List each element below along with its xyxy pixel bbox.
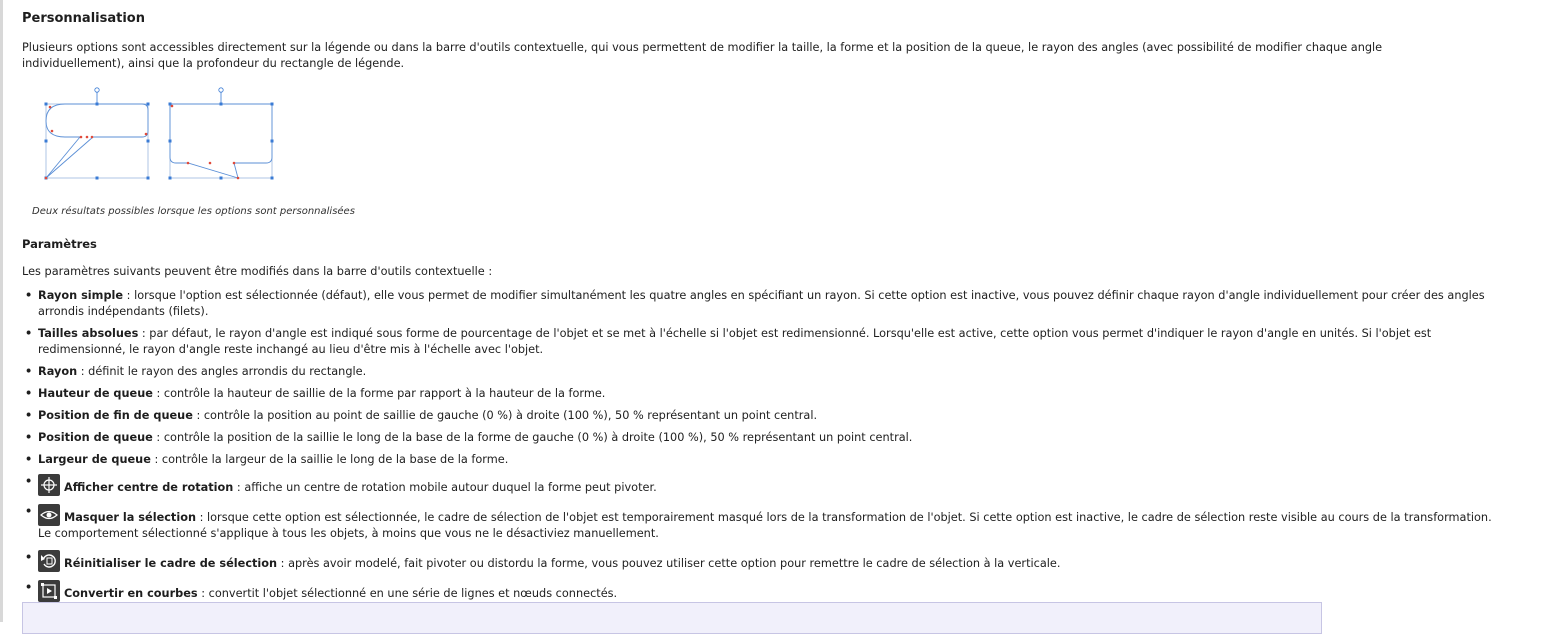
reset-rotate-icon [38, 550, 60, 572]
param-term: Position de fin de queue [38, 409, 193, 422]
param-term: Hauteur de queue [38, 387, 153, 400]
param-desc: : définit le rayon des angles arrondis du rectangle. [77, 365, 367, 378]
section-title: Personnalisation [22, 11, 145, 26]
param-term: Tailles absolues [38, 327, 139, 340]
param-desc: : contrôle la position de la saillie le long de la base de la forme de gauche (0 %) à droite (100 %), 50 % représentant un point central. [152, 431, 913, 444]
param-desc: : contrôle la hauteur de saillie de la forme par rapport à la hauteur de la forme. [152, 387, 606, 400]
list-item [22, 364, 1502, 380]
param-desc: : contrôle la position au point de saillie de gauche (0 %) à droite (100 %), 50 % représentant un point central. [192, 409, 818, 422]
param-term: Afficher centre de rotation [64, 481, 234, 494]
param-desc: : contrôle la largeur de la saillie le long de la base de la forme. [150, 453, 509, 466]
param-desc: : lorsque cette option est sélectionnée, le cadre de sélection de l'objet est temporairement masqué lors de la transformation de l'objet. Si cette option est inactive, le cadre de sélection reste visible au cours de la transformation. Le comportement sélectionné s'applique à tous les objets, à moins que vous ne le désactiviez manuellement. [38, 511, 1492, 540]
list-item [22, 326, 1502, 358]
list-item [22, 550, 1502, 572]
params-heading: Paramètres [22, 237, 97, 251]
crosshair-icon [38, 474, 60, 496]
param-term: Réinitialiser le cadre de sélection [64, 557, 278, 570]
list-item [22, 408, 1502, 424]
callout-example-1 [45, 88, 150, 180]
param-term: Masquer la sélection [64, 511, 197, 524]
param-desc: : après avoir modelé, fait pivoter ou distordu la forme, vous pouvez utiliser cette option pour remettre le cadre de sélection à la verticale. [277, 557, 1061, 570]
param-term: Position de queue [38, 431, 153, 444]
list-item [22, 288, 1502, 320]
note-box [22, 602, 1322, 634]
eye-icon [38, 504, 60, 526]
param-desc: : affiche un centre de rotation mobile autour duquel la forme peut pivoter. [233, 481, 657, 494]
list-item [22, 452, 1502, 468]
param-term: Rayon [38, 365, 78, 378]
params-lead: Les paramètres suivants peuvent être modifiés dans la barre d'outils contextuelle : [22, 265, 493, 278]
intro-paragraph: Plusieurs options sont accessibles directement sur la légende ou dans la barre d'outils contextuelle, qui vous permettent de modifier la taille, la forme et la position de la queue, le rayon des angles (avec possibilité de modifier chaque angle individuellement), ainsi que la profondeur du rectangle de légende. [22, 41, 1383, 70]
param-term: Rayon simple [38, 289, 124, 302]
list-item [22, 386, 1502, 402]
list-item [22, 504, 1502, 542]
figure-caption: Deux résultats possibles lorsque les options sont personnalisées [32, 206, 355, 217]
list-item [22, 474, 1502, 496]
list-item [22, 430, 1502, 446]
params-list [22, 288, 1502, 602]
convert-curves-icon [38, 580, 60, 602]
param-desc: : lorsque l'option est sélectionnée (défaut), elle vous permet de modifier simultanément les quatre angles en spécifiant un rayon. Si cette option est inactive, vous pouvez définir chaque rayon d'angle individuellement pour créer des angles arrondis indépendants (filets). [38, 289, 1485, 318]
callout-example-2 [169, 88, 274, 180]
callout-figure [38, 85, 278, 185]
list-item [22, 580, 1502, 602]
param-desc: : convertit l'objet sélectionné en une série de lignes et nœuds connectés. [197, 587, 618, 600]
param-term: Convertir en courbes [64, 587, 198, 600]
param-term: Largeur de queue [38, 453, 151, 466]
param-desc: : par défaut, le rayon d'angle est indiqué sous forme de pourcentage de l'objet et se met à l'échelle si l'objet est redimensionné. Lorsqu'elle est active, cette option vous permet d'indiquer le rayon d'angle en unités. Si l'objet est redimensionné, le rayon d'angle reste inchangé au lieu d'être mis à l'échelle avec l'objet. [38, 327, 1432, 356]
left-edge-divider [0, 0, 3, 622]
